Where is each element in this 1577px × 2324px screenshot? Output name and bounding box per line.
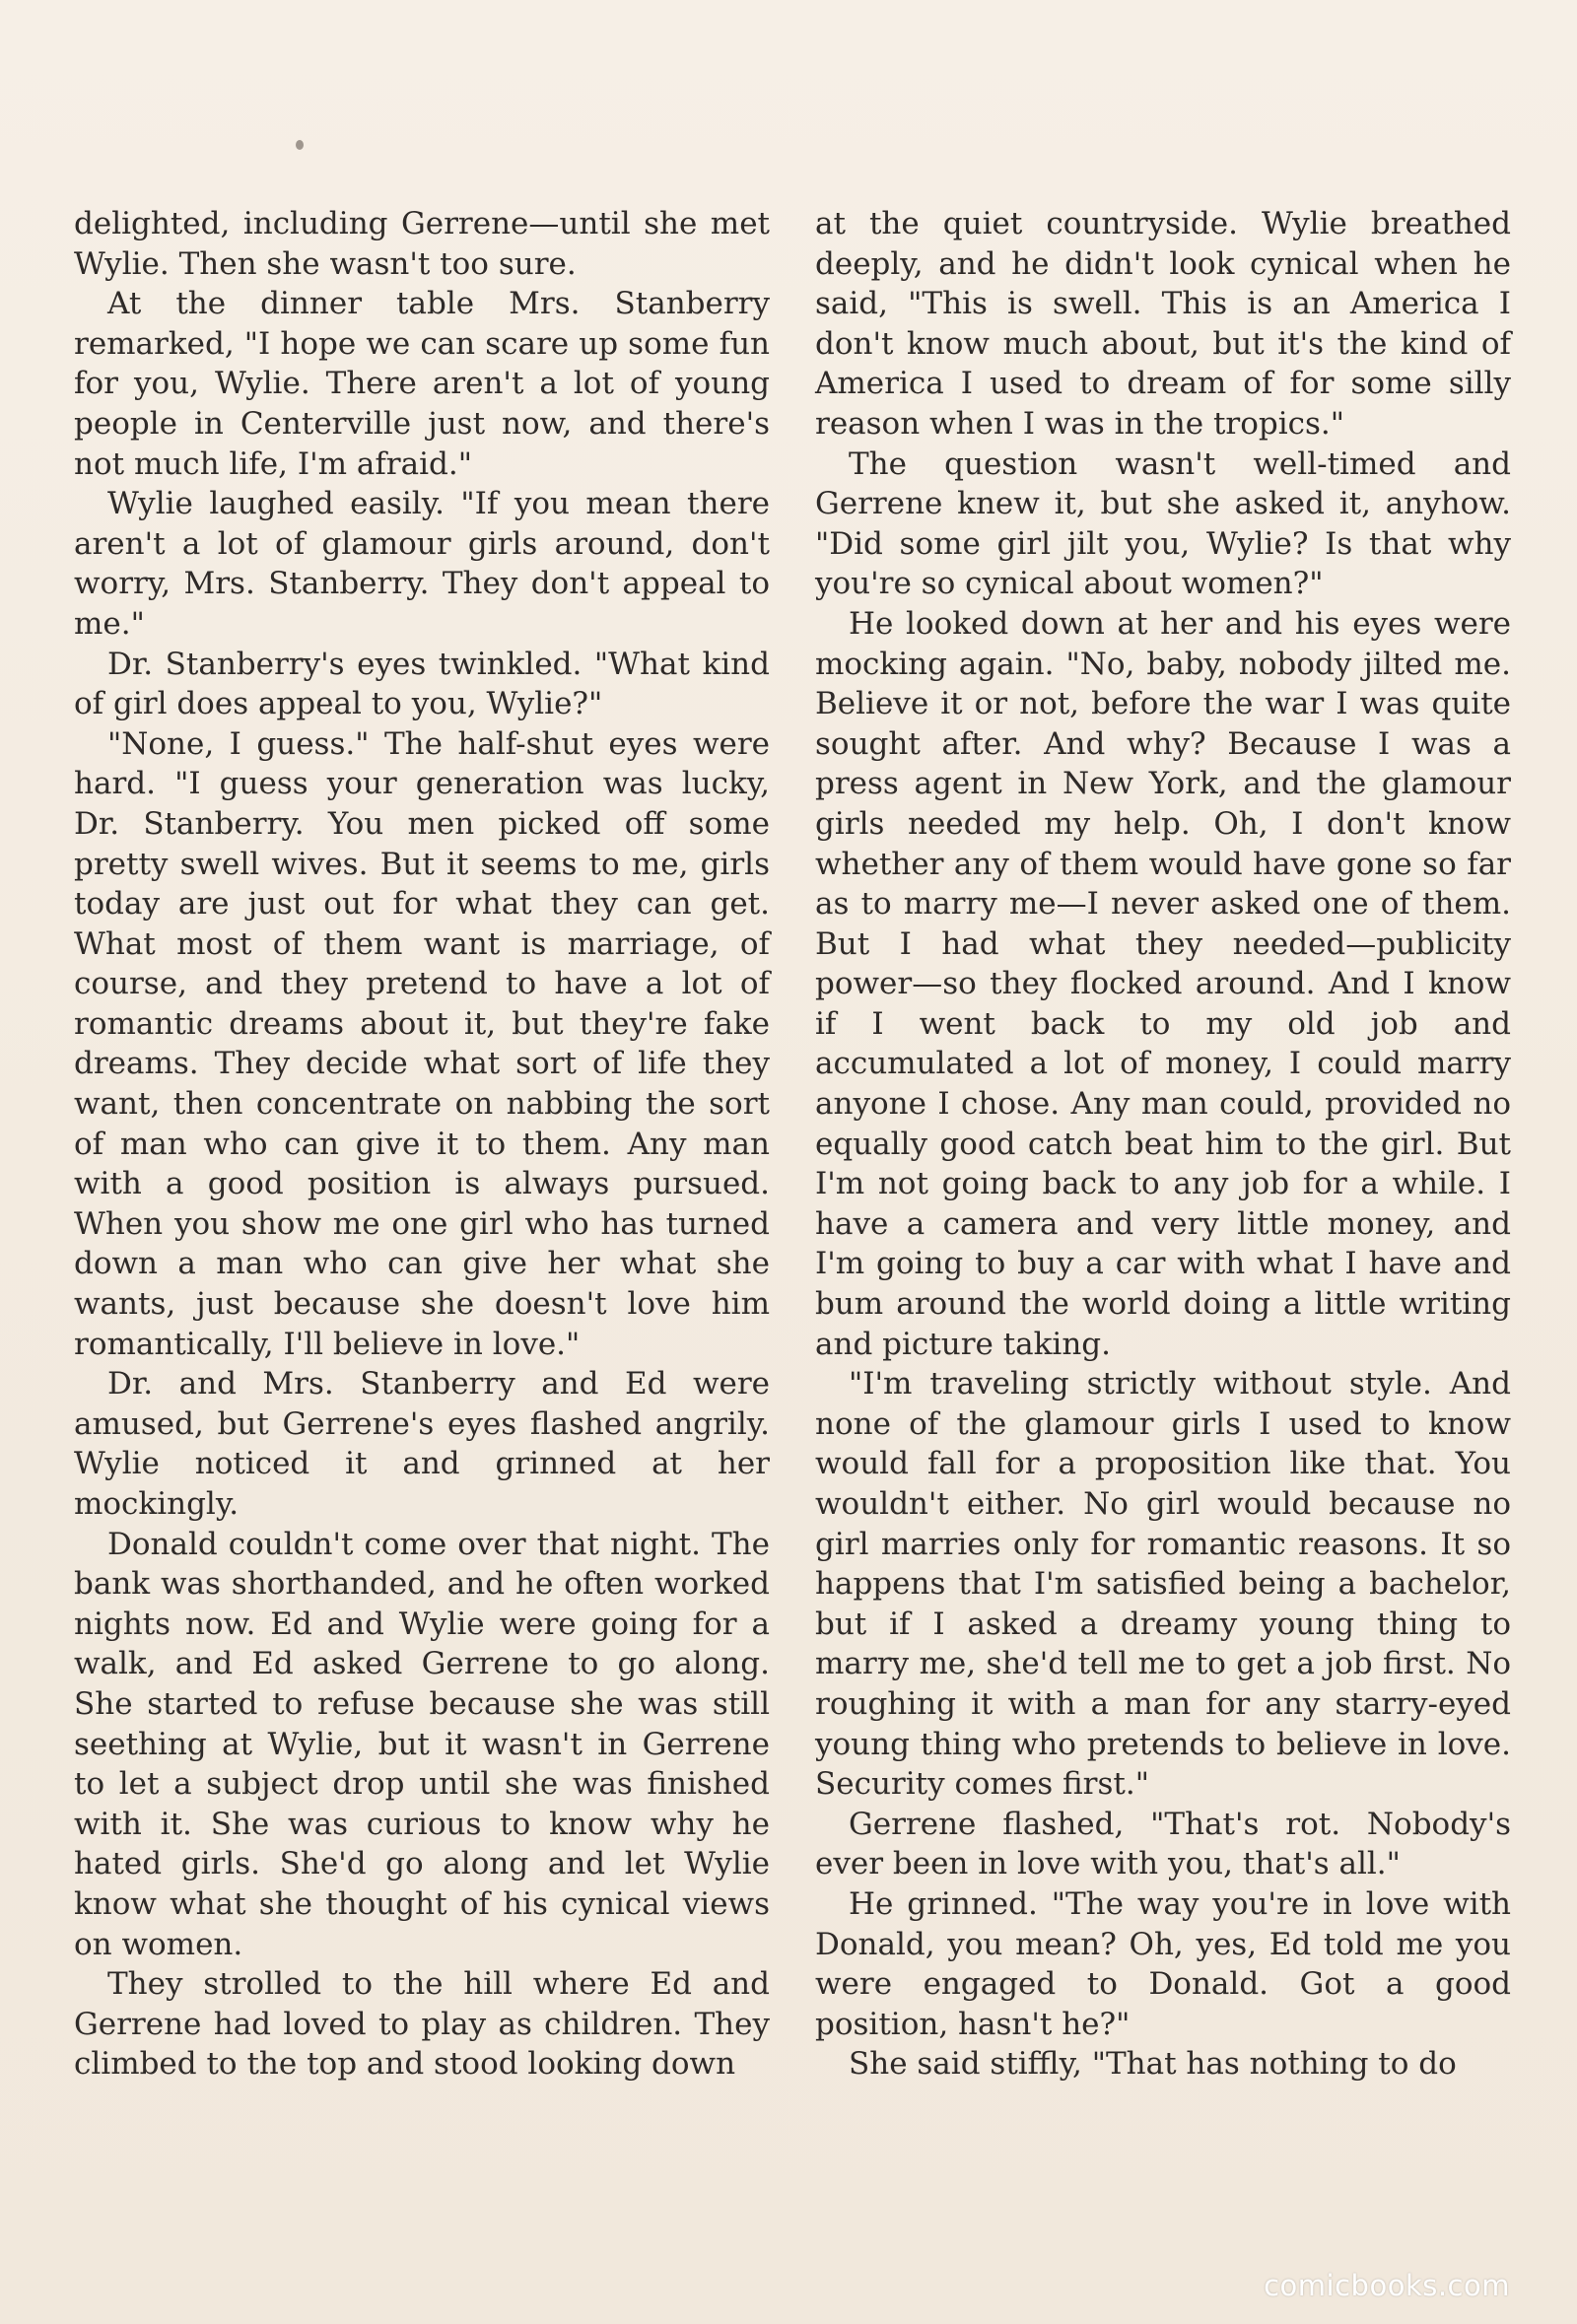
paragraph: "None, I guess." The half-shut eyes were hard. "I guess your generation was lucky, Dr. Stanberry. You men picked off some pretty swell wives. But it seems to me, girls today are just out for what they can get. What most of them want is marriage, of course, and they pretend to have a lot of romantic dreams about it, but they're fake dreams. They decide what sort of life they want, then concentrate on nabbing the sort of man who can give it to them. Any man with a good position is always pursued. When you show me one girl who has turned down a man who can give her what she wants, just because she doesn't love him romantically, I'll believe in love.": [74, 725, 770, 1362]
paragraph: Donald couldn't come over that night. The bank was shorthanded, and he often worked nights now. Ed and Wylie were going for a walk, and Ed asked Gerrene to go along. She started to refuse because she was still seething at Wylie, but it wasn't in Gerrene to let a subject drop until she was finished with it. She was curious to know why he hated girls. She'd go along and let Wylie know what she thought of his cynical views on women.: [74, 1526, 770, 1962]
paragraph: at the quiet countryside. Wylie breathed deeply, and he didn't look cynical when he said, "This is swell. This is an America I don't know much about, but it's the kind of America I used to dream of for some silly reason when I was in the tropics.": [815, 206, 1511, 442]
paragraph: They strolled to the hill where Ed and Gerrene had loved to play as children. They climbed to the top and stood looking down: [74, 1966, 770, 2083]
site-watermark: comicbooks.com: [1264, 2269, 1510, 2302]
paragraph: He grinned. "The way you're in love with Donald, you mean? Oh, yes, Ed told me you were engaged to Donald. Got a good position, hasn't he?": [815, 1885, 1511, 2042]
paragraph: delighted, including Gerrene—until she met Wylie. Then she wasn't too sure.: [74, 206, 770, 282]
paragraph: Dr. Stanberry's eyes twinkled. "What kind of girl does appeal to you, Wylie?": [74, 646, 770, 722]
left-text-column: [74, 204, 770, 2085]
right-text-column: [815, 204, 1511, 2085]
paragraph: "I'm traveling strictly without style. And none of the glamour girls I used to know would fall for a proposition like that. You wouldn't either. No girl would because no girl marries only for romantic reasons. It so happens that I'm satisfied being a bachelor, but if I asked a dreamy young thing to marry me, she'd tell me to get a job first. No roughing it with a man for any starry-eyed young thing who pretends to believe in love. Security comes first.": [815, 1366, 1511, 1803]
paragraph: He looked down at her and his eyes were mocking again. "No, baby, nobody jilted me. Believe it or not, before the war I was quite sought after. And why? Because I was a press agent in New York, and the glamour girls needed my help. Oh, I don't know whether any of them would have gone so far as to marry me—I never asked one of them. But I had what they needed—publicity power—so they flocked around. And I know if I went back to my old job and accumulated a lot of money, I could marry anyone I chose. Any man could, provided no equally good catch beat him to the girl. But I'm not going back to any job for a while. I have a camera and very little money, and I'm going to buy a car with what I have and bum around the world doing a little writing and picture taking.: [815, 605, 1511, 1362]
paragraph: At the dinner table Mrs. Stanberry remarked, "I hope we can scare up some fun for you, Wylie. There aren't a lot of young people in Centerville just now, and there's not much life, I'm afraid.": [74, 286, 770, 482]
paragraph: She said stiffly, "That has nothing to do: [849, 2046, 1457, 2083]
ink-speck: [296, 140, 304, 150]
paragraph: Gerrene flashed, "That's rot. Nobody's ever been in love with you, that's all.": [815, 1806, 1511, 1882]
paragraph: The question wasn't well-timed and Gerrene knew it, but she asked it, anyhow. "Did some girl jilt you, Wylie? Is that why you're so cynical about women?": [815, 445, 1511, 602]
paragraph: Dr. and Mrs. Stanberry and Ed were amused, but Gerrene's eyes flashed angrily. Wylie noticed it and grinned at her mockingly.: [74, 1366, 770, 1522]
paragraph: Wylie laughed easily. "If you mean there aren't a lot of glamour girls around, don't worry, Mrs. Stanberry. They don't appeal to me.": [74, 486, 770, 642]
